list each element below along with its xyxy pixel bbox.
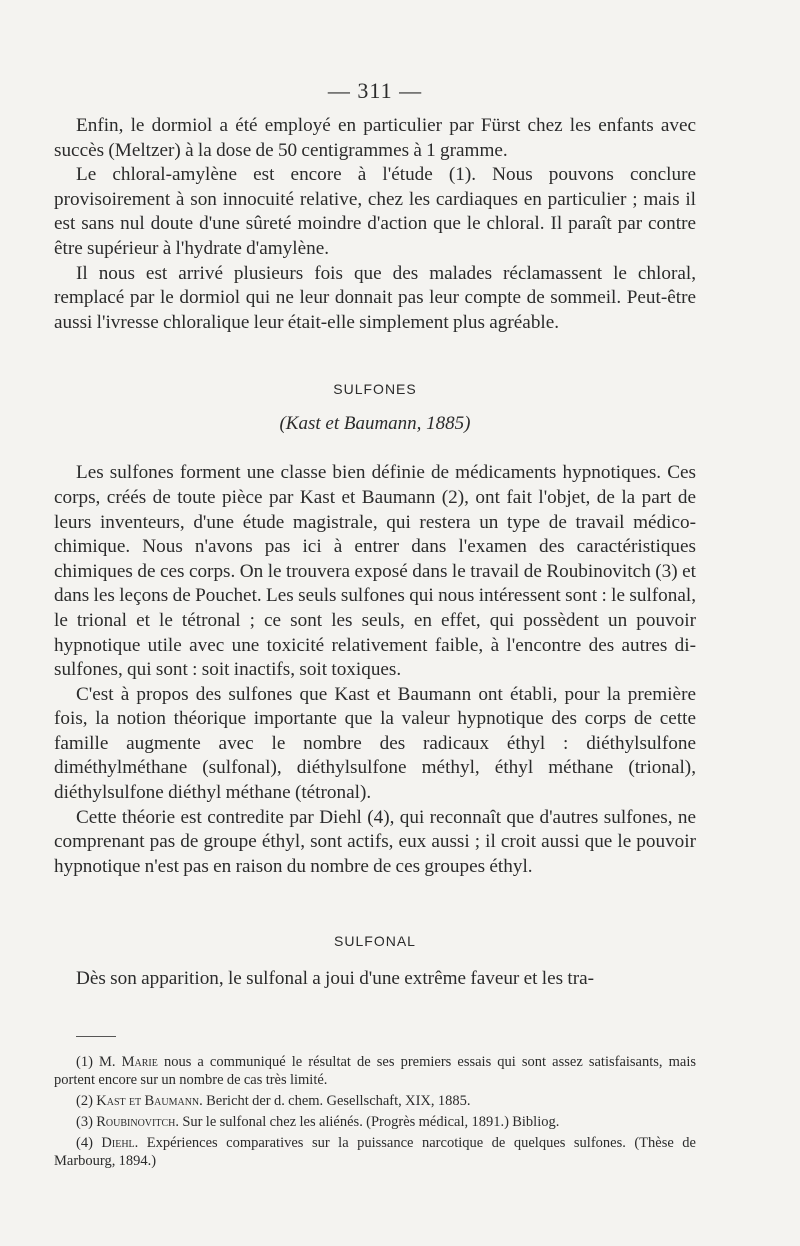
section-title-sulfones: SULFONES [333, 381, 417, 398]
page [54, 78, 696, 1173]
footnote-text: Sur le sulfonal chez les aliénés. (Progrès médical, 1891.) Bibliog. [182, 1114, 560, 1131]
footnote-mark: (1) [76, 1054, 93, 1071]
footnote-text: Bericht der d. chem. Gesellschaft, XIX, 1885. [206, 1093, 471, 1110]
footnote-3 [54, 1113, 696, 1131]
footnote-author: Kast et Baumann. [96, 1093, 203, 1110]
footnote-text: nous a communiqué le résultat de ses premiers essais qui sont assez satisfaisants, mais portent encore sur un nombre de cas très limité. [54, 1054, 697, 1089]
sulfones-paragraph-3: Cette théorie est contredite par Diehl (4), qui reconnaît que d'autres sulfones, ne comprenant pas de groupe éthyl, sont actifs, eux aussi ; il croit aussi que le pouvoir hypnotique n'est pas en raison du nombre de ces groupes éthyl. [54, 806, 696, 877]
footnote-author: Diehl. [101, 1135, 139, 1152]
footnote-mark: (2) [76, 1093, 93, 1110]
footnote-author: M. Marie [99, 1054, 158, 1071]
footnote-4 [54, 1134, 696, 1170]
footnote-text: Expériences comparatives sur la puissance narcotique de quelques sulfones. (Thèse de Marbourg, 1894.) [54, 1135, 696, 1170]
sulfones-paragraph-1: Les sulfones forment une classe bien définie de médicaments hypnotiques. Ces corps, créés de toute pièce par Kast et Baumann (2), ont fait l'objet, de la part de leurs inventeurs, d'une étude magistrale, qui restera un type de travail médico-chimique. Nous n'avons pas ici à entrer dans l'examen des caractéristiques chimiques de ces corps. On le trouvera exposé dans le travail de Roubinovitch (3) et dans les leçons de Pouchet. Les seuls sulfones qui nous intéressent sont : le sulfonal, le trional et le tétronal ; ce sont les seuls, en effet, qui possèdent un pouvoir hypnotique utile avec une toxicité relativement faible, à l'encontre des autres di-sulfones, qui sont : soit inactifs, soit toxiques. [54, 462, 696, 681]
section-title-sulfonal: SULFONAL [334, 933, 416, 950]
footnote-1 [54, 1053, 696, 1089]
paragraph-3: Il nous est arrivé plusieurs fois que des malades réclamassent le chloral, remplacé par le dormiol qui ne leur donnait pas leur compte de sommeil. Peut-être aussi l'ivresse chloralique leur était-elle simplement plus agréable. [54, 262, 696, 333]
sulfonal-paragraph-1: Dès son apparition, le sulfonal a joui d'une extrême faveur et les tra- [76, 968, 595, 990]
footnote-author: Roubinovitch. [96, 1114, 179, 1131]
footnote-mark: (4) [76, 1135, 93, 1152]
paragraph-2: Le chloral-amylène est encore à l'étude (1). Nous pouvons conclure provisoirement à son innocuité relative, chez les cardiaques en particulier ; mais il est sans nul doute d'une sûreté moindre d'action que le chloral. Il paraît par contre être supérieur à l'hydrate d'amylène. [54, 164, 696, 259]
section-subtitle-sulfones: (Kast et Baumann, 1885) [279, 413, 471, 435]
paragraph-1: Enfin, le dormiol a été employé en particulier par Fürst chez les enfants avec succès (Meltzer) à la dose de 50 centigrammes à 1 gramme. [54, 115, 696, 161]
page-number: — 311 — [327, 78, 423, 103]
footnote-separator [76, 1036, 116, 1037]
sulfones-paragraph-2: C'est à propos des sulfones que Kast et Baumann ont établi, pour la première fois, la notion théorique importante que la valeur hypnotique des corps de cette famille augmente avec le nombre des radicaux éthyl : diéthylsulfone diméthylméthane (sulfonal), diéthylsulfone méthyl, éthyl méthane (trional), diéthylsulfone diéthyl méthane (tétronal). [54, 683, 696, 804]
footnote-2 [54, 1092, 696, 1110]
footnote-mark: (3) [76, 1114, 93, 1131]
